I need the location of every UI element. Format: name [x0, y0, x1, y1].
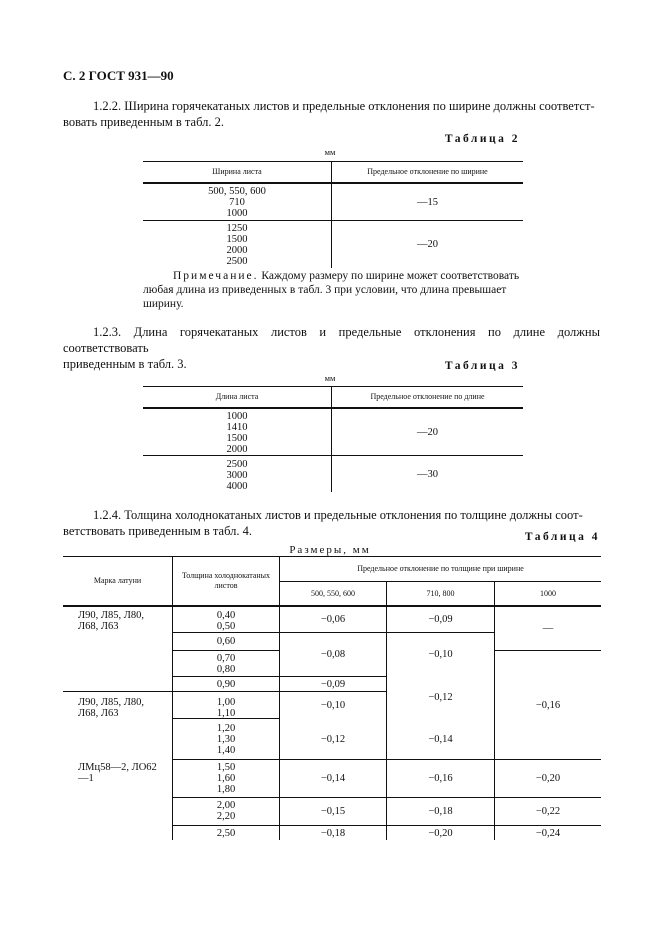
- table-cell-deviation: −0,18: [320, 827, 346, 839]
- table-cell-deviation: −0,16: [428, 773, 453, 784]
- table-cell-deviation: −0,10: [428, 649, 453, 660]
- table-cell-deviation: −0,12: [428, 692, 453, 703]
- table-cell-deviation: −0,14: [428, 733, 453, 745]
- table-cell-thickness: 2,00 2,20: [216, 800, 236, 822]
- table-cell-grade: ЛМц58—2, ЛО62—1: [78, 762, 157, 784]
- table-cell-deviation: −0,24: [535, 827, 561, 839]
- table-cell-grade: Л90, Л85, Л80, Л68, Л63: [78, 610, 144, 632]
- table-cell-thickness: 0,60: [216, 636, 236, 647]
- table-header-deviation: Предельное отклонение по ширине: [367, 167, 488, 176]
- note-label: Примечание.: [173, 270, 259, 282]
- table-cell-thickness: 0,70 0,80: [216, 653, 236, 675]
- table-cell-grade: Л90, Л85, Л80, Л68, Л63: [78, 697, 144, 719]
- table-cell-deviation: −0,09: [320, 678, 346, 690]
- table-cell-deviation: −0,20: [428, 827, 453, 839]
- table-cell: 1250 1500 2000 2500: [226, 223, 248, 267]
- table-header-thickness: Толщина холоднокатаных листов: [181, 571, 271, 590]
- table-cell-deviation: −0,06: [320, 614, 346, 625]
- table-cell-deviation: −0,20: [535, 773, 561, 784]
- table-cell-thickness: 1,20 1,30 1,40: [216, 723, 236, 756]
- table-2-units: мм: [324, 147, 336, 157]
- table-cell: —15: [417, 196, 438, 208]
- table-header-width-2: 710, 800: [426, 588, 455, 598]
- table-3-units: мм: [324, 373, 336, 383]
- paragraph-line: 1.2.3. Длина горячекатаных листов и предельные отклонения по длине должны соответствовать: [63, 325, 600, 355]
- paragraph-line: 1.2.2. Ширина горячекатаных листов и предельные отклонения по ширине должны соответст-: [93, 99, 595, 113]
- table-cell-deviation: −0,14: [320, 773, 346, 784]
- table-cell: —20: [417, 239, 438, 250]
- table-cell-thickness: 0,90: [216, 679, 236, 690]
- table-cell: —20: [417, 426, 438, 438]
- table-cell-thickness: 2,50: [216, 828, 236, 839]
- note-text: любая длина из приведенных в табл. 3 при условии, что длина превышает: [143, 284, 507, 296]
- table-cell-thickness: 0,40 0,50: [216, 610, 236, 632]
- paragraph-line: 1.2.4. Толщина холоднокатаных листов и предельные отклонения по толщине должны соот-: [93, 508, 583, 522]
- table-header-width-1: 500, 550, 600: [311, 588, 355, 598]
- table-4-units: Размеры, мм: [289, 544, 371, 556]
- table-cell-deviation: —: [542, 623, 554, 634]
- page-header: С. 2 ГОСТ 931—90: [63, 68, 174, 83]
- table-cell-deviation: −0,12: [320, 733, 346, 745]
- paragraph-1-2-2: [63, 98, 600, 130]
- table-2-note: [143, 269, 521, 311]
- table-2-caption: Таблица 2: [444, 133, 520, 145]
- table-cell-deviation: −0,08: [320, 649, 346, 660]
- table-cell-deviation: −0,09: [428, 614, 453, 625]
- table-header-width: Ширина листа: [212, 167, 262, 176]
- table-cell-thickness: 1,00 1,10: [216, 697, 236, 719]
- table-cell-deviation: −0,16: [535, 699, 561, 711]
- table-header-width-3: 1000: [540, 588, 556, 598]
- table-cell: 1000 1410 1500 2000: [226, 411, 248, 455]
- table-cell: —30: [417, 468, 438, 480]
- table-cell-deviation: −0,15: [320, 806, 346, 817]
- note-text: Каждому размеру по ширине может соответствовать: [261, 270, 520, 282]
- table-cell: 2500 3000 4000: [226, 459, 248, 492]
- table-header-grade: Марка латуни: [93, 576, 142, 585]
- table-cell-thickness: 1,50 1,60 1,80: [216, 762, 236, 795]
- table-cell-deviation: −0,22: [535, 806, 561, 817]
- table-header-length: Длина листа: [215, 392, 259, 401]
- table-cell: 500, 550, 600 710 1000: [208, 186, 266, 219]
- paragraph-line: приведенным в табл. 3.: [63, 357, 187, 371]
- table-4-caption: Таблица 4: [524, 531, 600, 543]
- table-header-deviation: Предельное отклонение по длине: [370, 392, 485, 401]
- table-3-caption: Таблица 3: [444, 360, 520, 372]
- table-cell-deviation: −0,10: [320, 699, 346, 711]
- table-header-deviation: Предельное отклонение по толщине при ширине: [357, 564, 524, 573]
- table-cell-deviation: −0,18: [428, 806, 453, 817]
- note-text: ширину.: [143, 298, 184, 310]
- paragraph-line: вовать приведенным в табл. 2.: [63, 115, 224, 129]
- paragraph-line: ветствовать приведенным в табл. 4.: [63, 524, 252, 538]
